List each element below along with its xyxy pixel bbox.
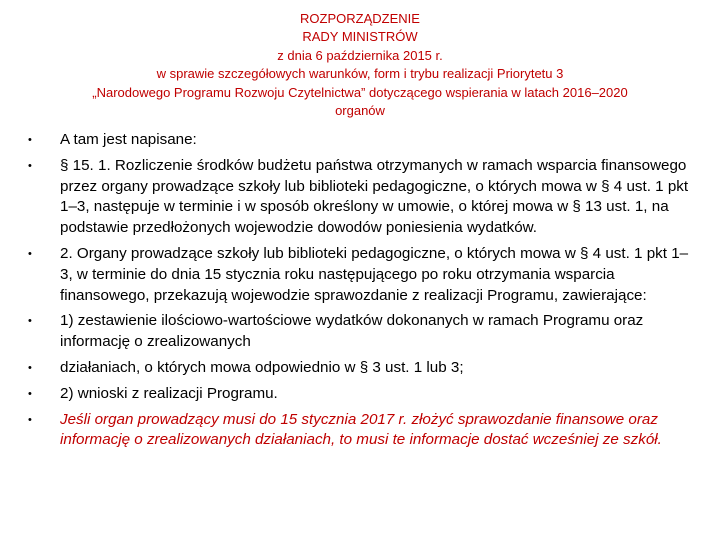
bullet-text: 2. Organy prowadzące szkoły lub biblioteki pedagogiczne, o których mowa w § 4 ust. 1 pkt 1–3, w terminie do dnia 15 stycznia roku następującego po roku otrzymania wsparcia finansowego, przekazują wojewodzie sprawozdanie z realizacji Programu, zawierające: bbox=[60, 244, 689, 304]
bullet-text: § 15. 1. Rozliczenie środków budżetu państwa otrzymanych w ramach wsparcia finansowego przez organy prowadzące szkoły lub biblioteki pedagogiczne, o których mowa w § 4 ust. 1 pkt 1–3, następuje w terminie i w sposób określony w umowie, o której mowa w § 13 ust. 1, na podstawie przedłożonych wojewodzie dowodów poniesienia wydatków. bbox=[60, 156, 689, 237]
regulation-title bbox=[20, 10, 700, 120]
bullet-dot-icon: • bbox=[28, 315, 32, 328]
bullet-text: 2) wnioski z realizacji Programu. bbox=[60, 384, 278, 402]
bullet-text: 1) zestawienie ilościowo-wartościowe wydatków dokonanych w ramach Programu oraz informację o zrealizowanych bbox=[60, 312, 644, 351]
bullet-text: działaniach, o których mowa odpowiednio w § 3 ust. 1 lub 3; bbox=[60, 358, 464, 376]
bullet-list bbox=[28, 130, 698, 456]
bullet-dot-icon: • bbox=[28, 159, 32, 172]
title-line-6: organów bbox=[335, 103, 385, 119]
bullet-item bbox=[28, 244, 698, 306]
bullet-dot-icon: • bbox=[28, 361, 32, 374]
title-line-3: z dnia 6 października 2015 r. bbox=[277, 47, 443, 63]
bullet-dot-icon: • bbox=[28, 247, 32, 260]
title-line-1: ROZPORZĄDZENIE bbox=[300, 11, 420, 26]
bullet-item-emphasis bbox=[28, 410, 698, 452]
title-line-4: w sprawie szczegółowych warunków, form i trybu realizacji Priorytetu 3 bbox=[156, 66, 564, 82]
bullet-item bbox=[28, 384, 698, 405]
bullet-dot-icon: • bbox=[28, 413, 32, 426]
title-line-5: „Narodowego Programu Rozwoju Czytelnictwa” dotyczącego wspierania w latach 2016–2020 bbox=[92, 84, 628, 100]
bullet-text-emphasis: Jeśli organ prowadzący musi do 15 stycznia 2017 r. złożyć sprawozdanie finansowe oraz informację o zrealizowanych działaniach, to musi te informacje dostać wcześniej ze szkół. bbox=[60, 410, 662, 449]
bullet-item bbox=[28, 311, 698, 353]
bullet-item bbox=[28, 358, 698, 379]
bullet-item bbox=[28, 156, 698, 239]
bullet-text: A tam jest napisane: bbox=[60, 131, 197, 148]
bullet-dot-icon: • bbox=[28, 134, 32, 146]
title-line-2: RADY MINISTRÓW bbox=[302, 29, 418, 45]
bullet-item bbox=[28, 130, 698, 151]
bullet-dot-icon: • bbox=[28, 387, 32, 400]
